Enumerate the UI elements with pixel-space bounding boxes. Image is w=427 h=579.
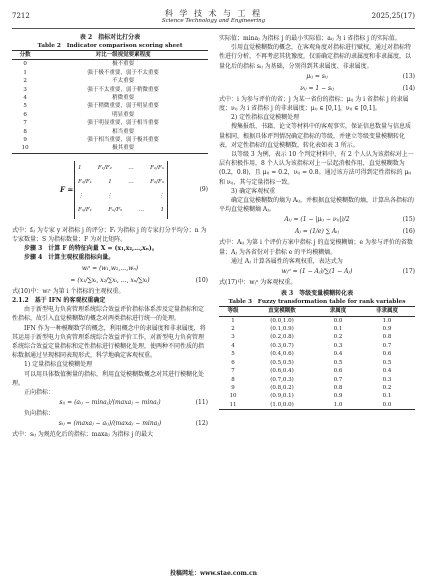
table-row bbox=[12, 111, 208, 119]
table-cell: 8 bbox=[23, 128, 27, 135]
table-cell: 0.9 bbox=[333, 393, 343, 400]
table-cell: 0.6 bbox=[333, 368, 343, 375]
table-cell: (0.1,0.9) bbox=[270, 326, 294, 333]
paragraph: 式(17)中：wⱼᵒ 为客观权重。 bbox=[219, 279, 297, 287]
label: 正向指标： bbox=[24, 388, 55, 396]
paragraph: 式中：sᵢⱼ 为规范化后的指标；maxaⱼ 为指标 j 的最大 bbox=[12, 431, 154, 439]
table-cell: 3 bbox=[23, 86, 27, 93]
table-row bbox=[219, 359, 415, 367]
equation bbox=[219, 266, 415, 278]
journal-title-en: Science Technology and Engineering bbox=[161, 18, 266, 24]
table2-caption-cn: 表 2 指标对比打分表 bbox=[79, 34, 141, 41]
equation-body: Aᵢⱼ = (1 − |μᵢⱼ − νᵢⱼ|)/2 bbox=[284, 216, 350, 224]
table-row bbox=[219, 333, 415, 341]
table-row bbox=[219, 401, 415, 410]
equation bbox=[219, 83, 415, 95]
table-row bbox=[12, 119, 208, 127]
matrix-cell: ⋮ bbox=[158, 192, 164, 199]
table-cell: 相当重要 bbox=[112, 128, 135, 135]
right-column bbox=[219, 34, 415, 410]
table-row bbox=[219, 392, 415, 400]
matrix-cell: … bbox=[128, 178, 134, 185]
table-row bbox=[12, 102, 208, 110]
table-cell: 0.8 bbox=[382, 334, 392, 341]
page-header bbox=[12, 6, 415, 28]
equation bbox=[219, 214, 415, 226]
comparison-matrix bbox=[12, 159, 208, 221]
fuzzy-table bbox=[219, 306, 415, 410]
paragraph: 式中：Aᵢⱼ 为第 i 个评价方案中指标 j 的直觉模糊熵；e 为参与评价的省数量；Aⱼ 为各省份对于指标 e 的平均模糊熵。 bbox=[219, 239, 413, 256]
table-row bbox=[219, 367, 415, 375]
table-cell: 0.2 bbox=[333, 334, 343, 341]
matrix-cell: Fₙ/F₁ bbox=[78, 206, 92, 213]
equation-body: wᵢˢ = (w₁,w₂,…,wₙ) bbox=[81, 264, 139, 272]
table-header-cell: 非隶属度 bbox=[375, 308, 398, 315]
equation bbox=[12, 418, 208, 430]
left-column bbox=[12, 34, 208, 440]
equation bbox=[12, 275, 208, 287]
equation-body: sᵢⱼ = (maxaⱼ − aᵢⱼ)/(maxaⱼ − minaⱼ) bbox=[58, 420, 162, 428]
header-rule bbox=[12, 28, 415, 29]
table-cell: (0.7,0.3) bbox=[270, 376, 294, 383]
table-row bbox=[12, 144, 208, 153]
paragraph: IFN 作为一种模糊数学的概念，利用概念中的隶属度和非隶属度，将其运用于新型电力负荷管理系统综合效益评价工作，对新型电力负荷管理系统综合效益定量指标和定性指标进行模糊化处理，使两种不同性质的指标数据通过呈现相同表现形式，科学地确定客观权重。 bbox=[12, 324, 206, 360]
equation-number: (15) bbox=[402, 216, 415, 224]
table-cell: 2 bbox=[23, 78, 27, 85]
table-cell: 0.7 bbox=[382, 342, 392, 349]
table-cell: 5 bbox=[231, 351, 235, 358]
table-row bbox=[219, 342, 415, 350]
matrix-cell: F₁/Fₙ bbox=[150, 164, 164, 171]
paragraph: 式(10)中：wᵢˢ 为第 i 个指标的主观权重。 bbox=[12, 287, 125, 295]
equation-number: (11) bbox=[195, 399, 208, 407]
subheading: 3) 确定客观权重 bbox=[231, 187, 276, 195]
table-cell: 8 bbox=[231, 376, 235, 383]
matrix-cell: ⋮ bbox=[106, 192, 113, 199]
equation-body: μᵢⱼ = sᵢⱼ bbox=[306, 72, 328, 80]
table-row bbox=[12, 77, 208, 85]
table-cell: 不太重要 bbox=[112, 78, 135, 85]
equation-number: (10) bbox=[195, 276, 208, 284]
equation-number: (13) bbox=[402, 72, 415, 80]
section-heading: 2.1.2 基于 IFN 的客观权重确定 bbox=[12, 296, 106, 304]
matrix-cell: … bbox=[138, 206, 145, 213]
table-row bbox=[12, 69, 208, 77]
table-cell: 强于稍微重要，弱于明显重要 bbox=[87, 103, 159, 110]
table-cell: 0.4 bbox=[382, 368, 392, 375]
equation-body: Aⱼ = (1/e) ∑ Aᵢⱼ bbox=[294, 228, 340, 236]
table-row bbox=[219, 316, 415, 325]
table-row bbox=[12, 136, 208, 144]
paragraph: 可以用具体数值衡量的指标，利用直觉模糊数概念对其进行模糊化处理。 bbox=[12, 370, 205, 387]
equation-body: wⱼᵒ = (1 − Aⱼ)/∑(1 − Aⱼ) bbox=[281, 268, 353, 276]
table-header-cell: 隶属度 bbox=[329, 308, 347, 315]
page-number: 7212 bbox=[12, 12, 30, 20]
table-cell: 极其重要 bbox=[112, 145, 135, 152]
table-cell: 0.0 bbox=[333, 317, 343, 324]
matrix-cell: 1 bbox=[160, 206, 164, 213]
issue-info: 2025,25(17) bbox=[371, 12, 415, 20]
table-header-cell: 分数 bbox=[19, 52, 31, 58]
paragraph: 通过 Aⱼ 计算各属性的客观权重，表达式为 bbox=[231, 257, 343, 265]
table-row bbox=[219, 350, 415, 358]
matrix-label: F = bbox=[60, 184, 74, 194]
table-cell: 2 bbox=[231, 326, 235, 333]
table-header-cell: 等级 bbox=[227, 308, 239, 315]
table-row bbox=[219, 384, 415, 392]
table-cell: 0.4 bbox=[333, 351, 343, 358]
table-cell: 6 bbox=[231, 359, 235, 366]
table-cell: 10 bbox=[21, 145, 29, 152]
paragraph: 引用直觉模糊数的概念，在客观角度对指标进行赋权，通过对指标特性进行分析，不再考虑其犹豫度，仅需确定指标的隶属度和非隶属度，以量化后的指标 sᵢⱼ 为基础，分别得到其隶属度、非隶属度。 bbox=[219, 44, 412, 70]
journal-title-cn: 科 学 技 术 与 工 程 bbox=[164, 9, 263, 18]
table-row bbox=[12, 60, 208, 69]
table-cell: 0.8 bbox=[333, 384, 343, 391]
matrix-row bbox=[78, 178, 164, 187]
matrix-cell: ⋮ bbox=[78, 192, 84, 199]
table-cell: 强于相当重要，弱于极其重要 bbox=[87, 137, 159, 144]
matrix-cell: … bbox=[128, 164, 134, 171]
table-cell: 1 bbox=[231, 317, 235, 324]
table-cell: 4 bbox=[23, 95, 27, 102]
table-header-cell: 直觉模糊数 bbox=[268, 308, 296, 315]
table-cell: 0.3 bbox=[333, 342, 343, 349]
table-header-row bbox=[219, 307, 415, 316]
table-cell: 0.2 bbox=[382, 384, 392, 391]
footer-url: 投稿网址：www.stae.com.cn bbox=[169, 570, 258, 577]
equation bbox=[12, 397, 208, 409]
equation-body: = (x₁/∑xᵢ, x₂/∑xᵢ, …, xₙ/∑xᵢ) bbox=[70, 276, 150, 284]
table-cell: 0.9 bbox=[382, 326, 392, 333]
table-cell: 10 bbox=[229, 393, 237, 400]
matrix-cell: 1 bbox=[78, 164, 82, 171]
table-cell: 明显重要 bbox=[112, 111, 135, 118]
table-cell: (0.6,0.4) bbox=[270, 368, 294, 375]
table-cell: 强于不太重要，弱于稍微重要 bbox=[87, 86, 159, 93]
table-cell: (0.2,0.8) bbox=[270, 334, 294, 341]
table-row bbox=[12, 86, 208, 94]
equation bbox=[219, 226, 415, 238]
table-cell: 1 bbox=[23, 69, 27, 76]
matrix-cell: 1 bbox=[108, 178, 112, 185]
table-cell: 5 bbox=[23, 103, 27, 110]
matrix-row bbox=[78, 206, 164, 215]
paragraph: 以等级 3 为例，表示 10 个判定材料中，有 2 个人认为该指标对上一层有积极作用，8 个人认为该指标对上一层起消极作用，直觉模糊数为(0.2，0.8)，且 μᵢⱼ = 0.2，νᵢⱼ = 0.8。通过该方法可得到定性指标的 μᵢⱼ 和 νᵢⱼ，其与定量指标一致。 bbox=[219, 151, 414, 186]
equation-body: νᵢⱼ = 1 − sᵢⱼ bbox=[300, 84, 334, 92]
table3-caption-cn: 表 3 等级变量模糊转化表 bbox=[280, 290, 354, 298]
table-cell: 0.1 bbox=[333, 326, 343, 333]
table-cell: 极不重要 bbox=[112, 61, 135, 68]
table-cell: 1.0 bbox=[333, 401, 343, 408]
label: 负向指标： bbox=[24, 410, 55, 418]
table-cell: (0.5,0.5) bbox=[270, 359, 294, 366]
matrix-cell: F₂/F₁ bbox=[78, 178, 92, 185]
matrix-cell: F₂/Fₙ bbox=[150, 178, 164, 185]
table-cell: 稍微重要 bbox=[112, 95, 135, 102]
table-row bbox=[12, 94, 208, 102]
paragraph: 式中：fᵢⱼ 为专家 y 对指标 j 的评分；Fᵢ 为指标 j 的专家打分平均分；n 为专家数量；S 为指标数量；F 为对比矩阵。 bbox=[12, 226, 207, 244]
table-cell: 0.5 bbox=[333, 359, 343, 366]
matrix-row bbox=[78, 192, 164, 201]
table-header-row bbox=[12, 51, 208, 60]
table-cell: 0.6 bbox=[382, 351, 392, 358]
table-cell: (0.8,0.2) bbox=[270, 384, 294, 391]
table2-caption-en: Table 2 Indicator comparison scoring sheet bbox=[37, 43, 183, 49]
matrix-cell: Fₙ/F₂ bbox=[108, 206, 123, 213]
table-cell: 9 bbox=[23, 137, 27, 144]
paragraph: 实际值；minaⱼ 为指标 j 的最小实际值；aᵢⱼ 为 i 省指标 j 的实际值。 bbox=[219, 35, 401, 42]
table-cell: 强于极不重要，弱于不太重要 bbox=[87, 69, 159, 76]
table-cell: 0 bbox=[23, 61, 27, 68]
table-cell: (1.0,0.0) bbox=[270, 401, 294, 408]
equation-number: (17) bbox=[402, 268, 415, 276]
table-cell: 6 bbox=[23, 111, 27, 118]
equation-number: (16) bbox=[402, 228, 415, 236]
subheading: 1) 定量指标直觉模糊处理 bbox=[24, 361, 93, 369]
scoring-table bbox=[12, 50, 208, 154]
table-cell: 1.0 bbox=[382, 317, 392, 324]
matrix-row bbox=[78, 164, 164, 173]
table-row bbox=[219, 376, 415, 384]
equation-body: sᵢⱼ = (aᵢⱼ − minaⱼ)/(maxaⱼ − minaⱼ) bbox=[59, 399, 161, 407]
table-cell: 0.0 bbox=[382, 401, 392, 408]
table-cell: 7 bbox=[23, 120, 27, 127]
table-cell: (0.0,1.0) bbox=[270, 317, 294, 324]
paragraph: 确定直觉模糊数的熵为 Aᵢⱼ，并根据直觉模糊数的熵，计算出各指标的平均直觉模糊熵 Aⱼ。 bbox=[219, 197, 415, 214]
table-cell: 7 bbox=[231, 368, 235, 375]
table-row bbox=[12, 128, 208, 136]
equation-number: (9) bbox=[199, 185, 208, 193]
table-cell: (0.4,0.6) bbox=[270, 351, 294, 358]
table-cell: 0.5 bbox=[382, 359, 392, 366]
table-header-cell: 对比一级视觉要素程度 bbox=[95, 52, 151, 58]
step-heading: 步骤 3 计算 F 的特征向量 X = (x₁,x₂,…,xₙ)。 bbox=[24, 245, 158, 253]
equation-number: (14) bbox=[402, 84, 415, 92]
table-cell: 强于明显重要，弱于相当重要 bbox=[87, 120, 159, 127]
table-cell: 4 bbox=[231, 342, 235, 349]
equation-number: (12) bbox=[195, 420, 208, 428]
paragraph: 由于新型电力负荷管理系统综合效益评价指标体系涉及定量指标和定性指标，故引入直觉模糊数的概念对两类指标进行统一的处理。 bbox=[12, 306, 205, 323]
table-row bbox=[219, 325, 415, 333]
subheading: 2) 定性指标直觉模糊处理 bbox=[231, 114, 300, 122]
equation bbox=[12, 263, 208, 275]
equation bbox=[219, 71, 415, 83]
table3-caption-en: Table 3 Fuzzy transformation table for rank variables bbox=[228, 299, 406, 306]
matrix-cell: F₁/F₂ bbox=[97, 164, 112, 171]
paragraph: 搜集报纸、书籍、论文等材料中的客观事实，保证信息数量与信息质量相同，根据具体评判情况确定指标的等级，并建立等级变量模糊转化表，对定性指标的直觉模糊数，转化表如表 3 所示。 bbox=[219, 123, 412, 149]
paragraph: 式中：i 为参与评价的省；j 为某一省份的指标；μᵢⱼ 为 i 省指标 j 的隶属度；νᵢⱼ 为 i 省指标 j 的非隶属度；μᵢⱼ ∈ [0,1]，νᵢⱼ ∈ [0,1]。 bbox=[219, 95, 409, 113]
table-cell: 0.3 bbox=[382, 376, 392, 383]
table-cell: 3 bbox=[231, 334, 235, 341]
table-cell: 0.7 bbox=[333, 376, 343, 383]
table-cell: 0.1 bbox=[382, 393, 392, 400]
table-cell: 9 bbox=[231, 384, 235, 391]
table-cell: (0.3,0.7) bbox=[270, 342, 294, 349]
table-cell: 11 bbox=[229, 401, 237, 408]
table-cell: (0.9,0.1) bbox=[270, 393, 294, 400]
step-heading: 步骤 4 计算主观权重指标向量。 bbox=[24, 254, 115, 262]
